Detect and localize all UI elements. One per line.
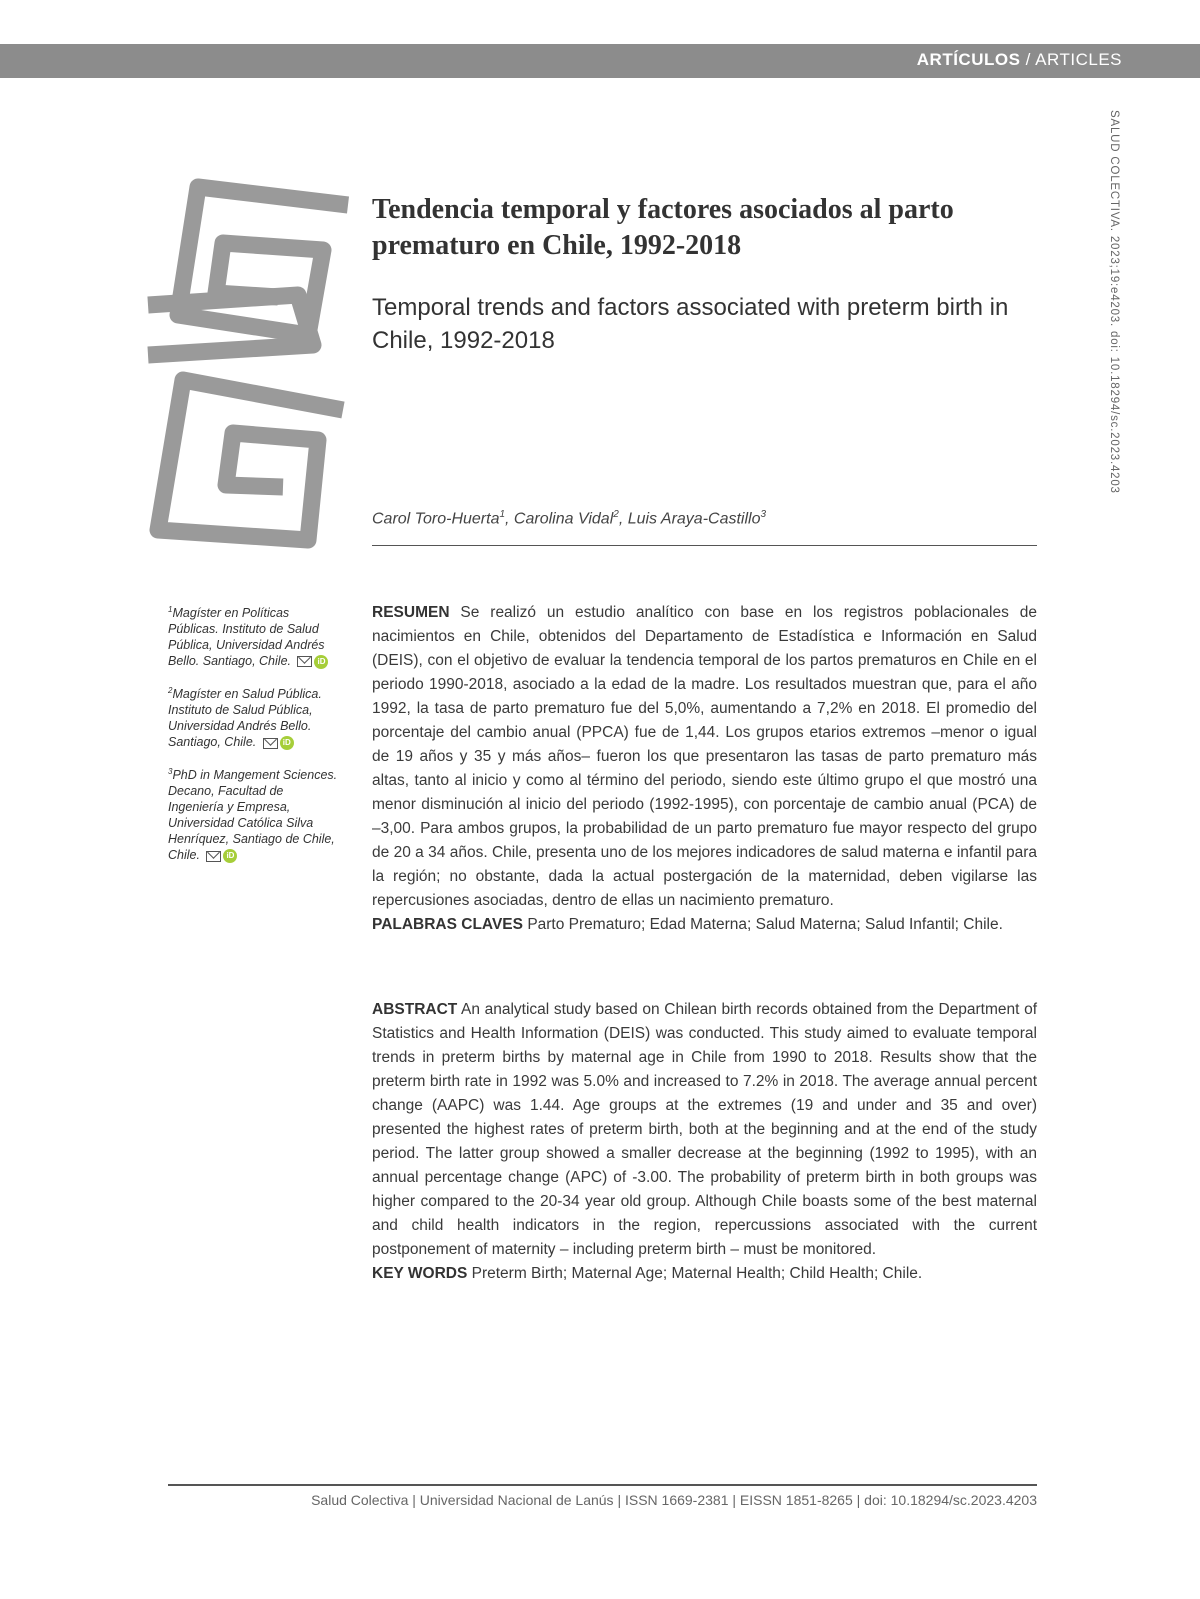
affiliation-sup: 2 [168,686,173,696]
affiliation-text: PhD in Mangement Sciences. Decano, Facultad de Ingeniería y Empresa, Universidad Católica Silva Henríquez, Santiago de Chile, Chile. [168,768,338,863]
resumen-text: Se realizó un estudio analítico con base en los registros poblacionales de nacimientos en Chile, obtenidos del Departamento de Estadística e Información en Salud (DEIS), con el objetivo de evaluar la tendencia temporal de los partos prematuros en Chile en el periodo 1990-2018, asociado a la edad de la madre. Los resultados muestran que, para el año 1992, la tasa de parto prematuro fue del 5,0%, aumentando a 7,2% en 2018. El promedio del porcentaje del cambio anual (PPCA) fue de 1,44. Los grupos etarios extremos –menor o igual de 19 años y 35 y más años– fueron los que presentaron las tasas de parto prematuro más altas, tanto al inicio y como al término del periodo, siendo este último grupo el que mostró una menor disminución al inicio del periodo (1992-1995), con porcentaje de cambio anual (PCA) de –3,00. Para ambos grupos, la probabilidad de un parto prematuro fue mayor respecto del grupo de 20 a 34 años. Chile, presenta uno de los mejores indicadores de salud materna e infantil para la región; no obstante, dada la actual postergación de la maternidad, deben vigilarse las repercusiones asociadas, dentro de ellas un nacimiento prematuro. [372,604,1037,909]
abstract-label: ABSTRACT [372,1001,458,1018]
section-label-light: / ARTICLES [1020,50,1122,69]
section-label [917,50,1122,70]
author-name[interactable]: Luis Araya-Castillo [627,510,761,528]
abstract-section [372,998,1037,1286]
keywords-text: Preterm Birth; Maternal Age; Maternal Health; Child Health; Chile. [471,1265,923,1282]
article-title-spanish: Tendencia temporal y factores asociados al parto prematuro en Chile, 1992-2018 [372,194,954,261]
mail-icon[interactable] [297,656,312,667]
abstract-paragraph [372,998,1037,1262]
keywords-label: PALABRAS CLAVES [372,916,523,933]
affiliation-sup: 3 [168,767,173,777]
journal-spiral-logo-icon [138,175,363,555]
author-sup: 1 [499,509,506,520]
resumen-keywords [372,913,1037,937]
resumen-paragraph [372,601,1037,913]
author-separator: , [505,510,514,528]
author-sup: 2 [613,509,619,520]
affiliation-sup: 1 [168,605,173,614]
resumen-section [372,601,1037,937]
author-sup: 3 [760,509,767,520]
divider [372,545,1037,546]
keywords-text: Parto Prematuro; Edad Materna; Salud Materna; Salud Infantil; Chile. [527,916,1003,933]
affiliation-item [168,683,338,750]
author-name[interactable]: Carol Toro-Huerta [372,510,500,528]
abstract-keywords [372,1262,1037,1286]
mail-icon[interactable] [263,738,278,749]
side-citation: SALUD COLECTIVA. 2023;19:e4203. doi: 10.18294/sc.2023.4203 [1108,110,1120,494]
orcid-icon[interactable]: iD [223,849,237,863]
footer-citation: Salud Colectiva | Universidad Nacional de Lanús | ISSN 1669-2381 | EISSN 1851-8265 | doi: 10.18294/sc.2023.4203 [311,1492,1037,1508]
affiliation-item [168,764,338,863]
mail-icon[interactable] [206,851,221,862]
affiliation-text: Magíster en Políticas Públicas. Instituto de Salud Pública, Universidad Andrés Bello. Santiago, Chile. [168,606,325,669]
section-label-bold: ARTÍCULOS [916,50,1021,69]
affiliation-text: Magíster en Salud Pública. Instituto de Salud Pública, Universidad Andrés Bello. Santiago, Chile. [168,687,322,750]
author-name[interactable]: Carolina Vidal [513,510,614,528]
footer-divider [168,1484,1037,1486]
article-title-english: Temporal trends and factors associated with preterm birth in Chile, 1992-2018 [372,294,1009,354]
affiliation-item [168,602,338,669]
author-list [372,509,766,528]
affiliations [168,602,338,877]
orcid-icon[interactable]: iD [314,655,328,669]
section-header-bar [0,44,1200,78]
keywords-label: KEY WORDS [372,1265,468,1282]
orcid-icon[interactable]: iD [280,736,294,750]
resumen-label: RESUMEN [372,604,450,621]
author-separator: , [618,510,628,528]
abstract-text: An analytical study based on Chilean birth records obtained from the Department of Statistics and Health Information (DEIS) was conducted. This study aimed to evaluate temporal trends in preterm births by maternal age in Chile from 1990 to 2018. Results show that the preterm birth rate in 1992 was 5.0% and increased to 7.2% in 2018. The average annual percent change (AAPC) was 1.44. Age groups at the extremes (19 and under and 35 and over) presented the highest rates of preterm birth, both at the beginning and at the end of the study period. The latter group showed a smaller decrease at the beginning (1992 to 1995), with an annual percentage change (APC) of -3.00. The probability of preterm birth in both groups was higher compared to the 20-34 year old group. Although Chile boasts some of the best maternal and child health indicators in the region, repercussions associated with the current postponement of maternity – including preterm birth – must be monitored. [372,1001,1037,1258]
